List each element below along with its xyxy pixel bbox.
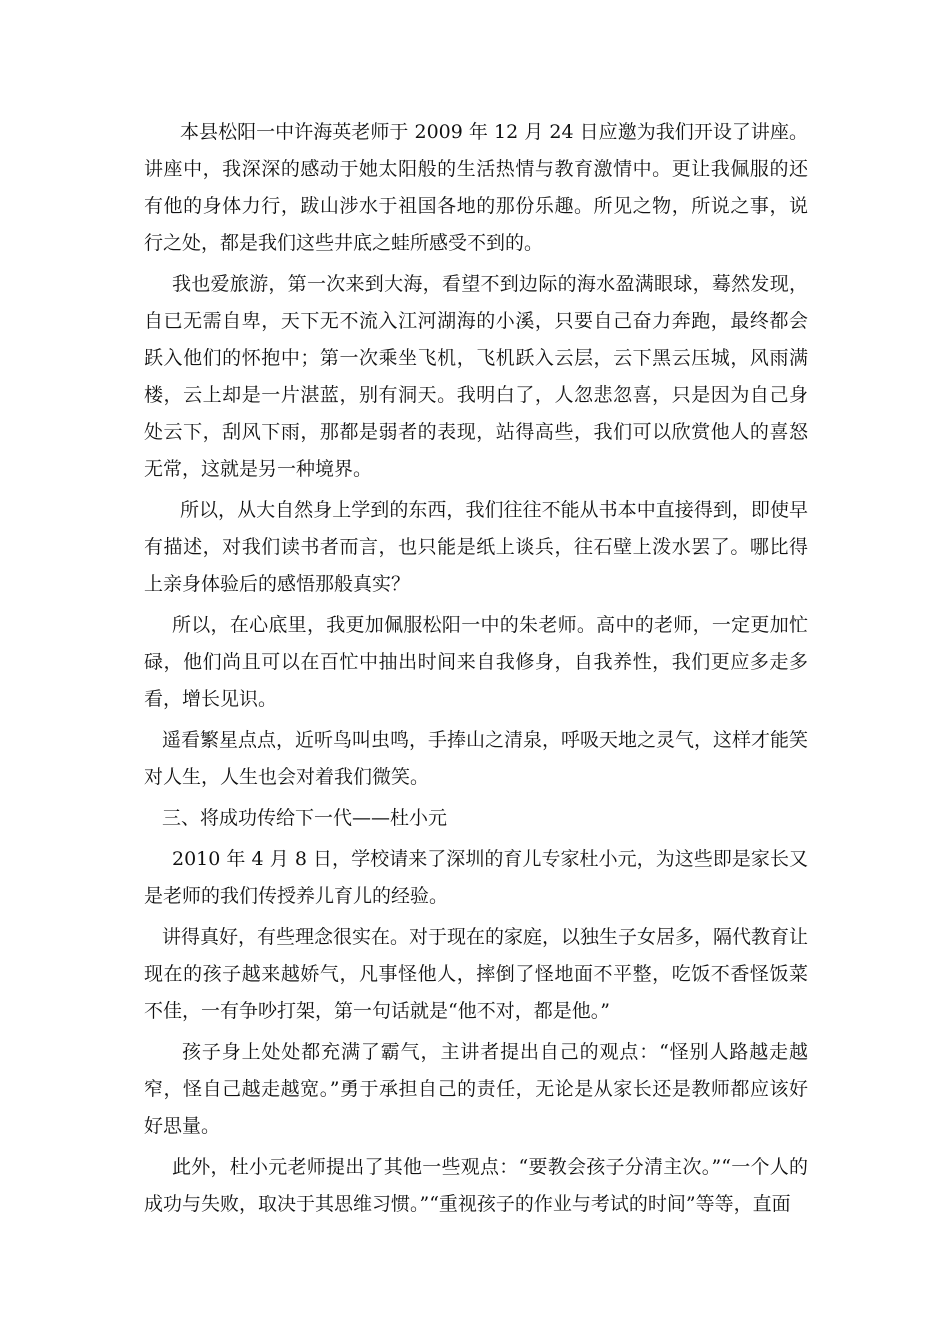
paragraph-family-education: 讲得真好，有些理念很实在。对于现在的家庭，以独生子女居多，隔代教育让现在的孩子越来越娇气，凡事怪他人，摔倒了怪地面不平整，吃饭不香怪饭菜不佳，一有争吵打架，第一句话就是“他不对，都是他。” [144,926,809,1022]
paragraph-other-views: 此外，杜小元老师提出了其他一些观点：“要教会孩子分清主次。”“一个人的成功与失败，取决于其思维习惯。”“重视孩子的作业与考试的时间”等等，直面 [144,1156,808,1215]
document-body [144,114,808,1227]
paragraph-admire-teacher: 所以，在心底里，我更加佩服松阳一中的朱老师。高中的老师，一定更加忙碌，他们尚且可以在百忙中抽出时间来自我修身，自我养性，我们更应多走多看，增长见识。 [144,614,808,710]
section-heading-three: 三、将成功传给下一代——杜小元 [162,807,448,829]
paragraph-travel-reflection: 我也爱旅游，第一次来到大海，看望不到边际的海水盈满眼球，蓦然发现，自已无需自卑，天下无不流入江河湖海的小溪，只要自己奋力奔跑，最终都会跃入他们的怀抱中；第一次乘坐飞机，飞机跃入云层，云下黑云压城，风雨满楼，云上却是一片湛蓝，别有洞天。我明白了，人忽悲忽喜，只是因为自己身处云下，刮风下雨，那都是弱者的表现，站得高些，我们可以欣赏他人的喜怒无常，这就是另一种境界。 [144,273,808,480]
paragraph-nature-learning: 所以，从大自然身上学到的东西，我们往往不能从书本中直接得到，即使早有描述，对我们读书者而言，也只能是纸上谈兵，往石壁上泼水罢了。哪比得上亲身体验后的感悟那般真实？ [144,499,808,595]
paragraph-lecture-intro: 本县松阳一中许海英老师于 2009 年 12 月 24 日应邀为我们开设了讲座。讲座中，我深深的感动于她太阳般的生活热情与教育激情中。更让我佩服的还有他的身体力行，跋山涉水于祖国各地的那份乐趣。所见之物，所说之事，说行之处，都是我们这些井底之蛙所感受不到的。 [144,121,808,254]
paragraph-expert-visit: 2010 年 4 月 8 日，学校请来了深圳的育儿专家杜小元，为这些即是家长又是老师的我们传授养儿育儿的经验。 [144,848,808,907]
paragraph-stars: 遥看繁星点点，近听鸟叫虫鸣，手捧山之清泉，呼吸天地之灵气，这样才能笑对人生，人生也会对着我们微笑。 [144,729,809,788]
paragraph-responsibility: 孩子身上处处都充满了霸气，主讲者提出自己的观点：“怪别人路越走越窄，怪自己越走越宽。”勇于承担自己的责任，无论是从家长还是教师都应该好好思量。 [144,1041,808,1137]
